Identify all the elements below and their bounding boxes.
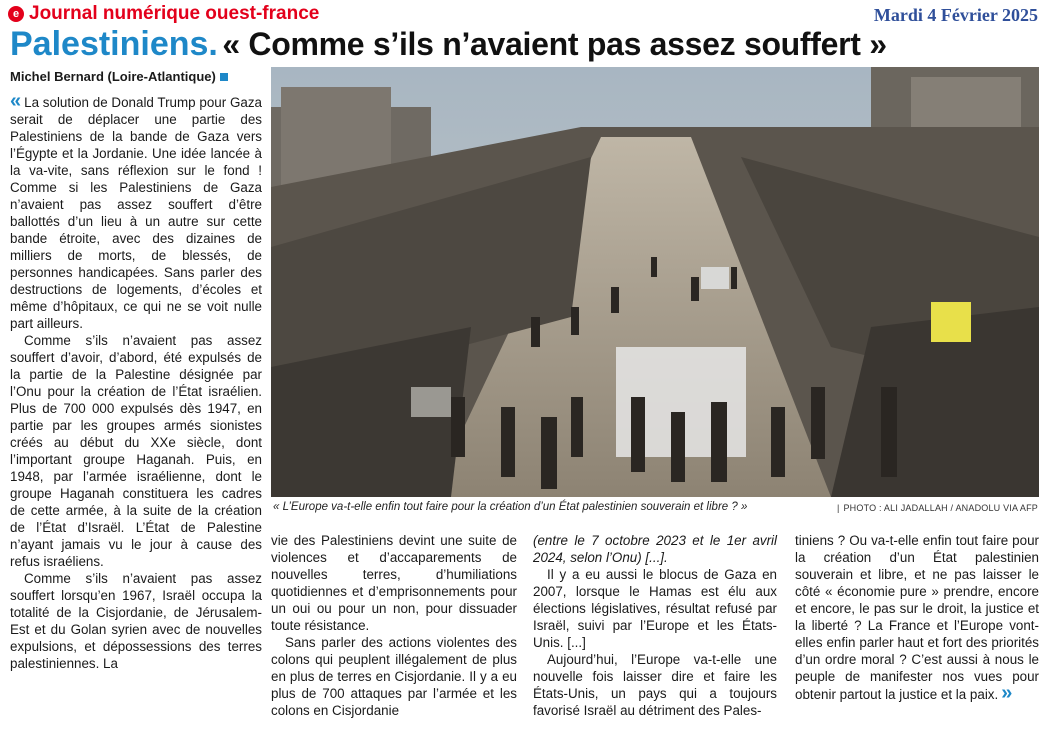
article-paragraph: Sans parler des actions violentes des colons qui peuplent illégalement de plus en plus de terres en Cisjordanie. Il y a eu plus de 700 attaques par l’armée et les colons en Cisjordanie [271,635,517,718]
open-quote-icon: « [10,90,22,112]
article-column-1 [10,90,262,672]
brand-logo-icon: e [8,6,24,22]
rubble-street-photo-icon [271,67,1039,497]
article-paragraph: Il y a eu aussi le blocus de Gaza en 2007, lorsque le Hamas est élu aux élections législatives, résultat refusé par Israël, suivi par l’Europe et les États-Unis. [...] [533,567,777,650]
article-paragraph [795,532,1039,703]
article-paragraph: (entre le 7 octobre 2023 et le 1er avril 2024, selon l’Onu) [...]. [533,533,777,565]
article-paragraph: Aujourd’hui, l’Europe va-t-elle une nouvelle fois laisser dire et faire les États-Unis, un pays qui a toujours favorisé Israël au détriment des Pales- [533,652,777,718]
article-paragraph: Comme s’ils n’avaient pas assez souffert d’avoir, d’abord, été expulsés de la partie de la Palestine désignée par l’Onu pour la création de l’État israélien. Plus de 700 000 expulsés dès 1947, en partie par les groupes armés sionistes créés au début du XXe siècle, dont l’important groupe Haganah. Puis, en 1948, par l’armée israélienne, dont le groupe Haganah constituera les cadres de cette armée, à la suite de la création de l’État d’Israël. L’État de Palestine n’ayant jamais vu le jour à cause des refus israéliens. [10,333,262,569]
headline-title: « Comme s’ils n’avaient pas assez souffert » [222,26,887,62]
article-column-4 [795,532,1039,703]
photo-credit [837,503,1038,513]
paragraph-text: tiniens ? Ou va-t-elle enfin tout faire pour la création d’un État palestinien souverain et libre, et ne pas laisser le côté « économie pure » prendre, encore et encore, le pas sur le droit, la justice et la liberté ? La France et l’Europe vont-elles enfin parler haut et fort des priorités d’un ordre moral ? C’est aussi à nous le peuple de manifester nos vues pour obtenir partout la justice et la paix. [795,533,1039,702]
masthead [8,3,319,25]
credit-separator: | [836,503,840,513]
author-byline [10,69,228,84]
credit-text: PHOTO : ALI JADALLAH / ANADOLU VIA AFP [843,503,1038,513]
article-photo [271,67,1039,497]
close-quote-icon: » [1001,682,1013,704]
article-paragraph: vie des Palestiniens devint une suite de violences et d’accaparements de nouvelles terres, d’humiliations quotidiennes et d’emprisonnements pour un oui ou pour un non, pour dissuader toute résistance. [271,533,517,633]
byline-square-icon [220,73,228,81]
paragraph-text: La solution de Donald Trump pour Gaza serait de déplacer une partie des Palestiniens de la bande de Gaza vers l’Égypte et la Jordanie. Une idée lancée à la va-vite, sans réflexion sur le fond ! Comme si les Palestiniens de Gaza n’avaient pas assez souffert d’être ballottés d’un lieu à un autre sur cette bande étroite, avec des dizaines de milliers de morts, de blessés, de personnes handicapées. Sans parler des destructions de logements, d’écoles et même d’hôpitaux, ce qui ne se voit nulle part ailleurs. [10,95,262,331]
article-column-2 [271,532,517,719]
photo-caption: « L’Europe va-t-elle enfin tout faire pour la création d’un État palestinien souverain et libre ? » [273,501,748,513]
publication-date: Mardi 4 Février 2025 [873,5,1038,25]
author-name: Michel Bernard (Loire-Atlantique) [10,69,216,84]
article-paragraph: Comme s’ils n’avaient pas assez souffert lorsqu’en 1967, Israël occupa la totalité de la Cisjordanie, de Jérusalem-Est et du Golan syrien avec de nouvelles expulsions, et dépossessions des terres palestiniennes. La [10,571,262,671]
article-column-3 [533,532,777,719]
article-paragraph [10,90,262,332]
headline-kicker: Palestiniens. [10,25,218,63]
headline [10,25,887,65]
brand-name: Journal numérique ouest-france [29,3,320,24]
